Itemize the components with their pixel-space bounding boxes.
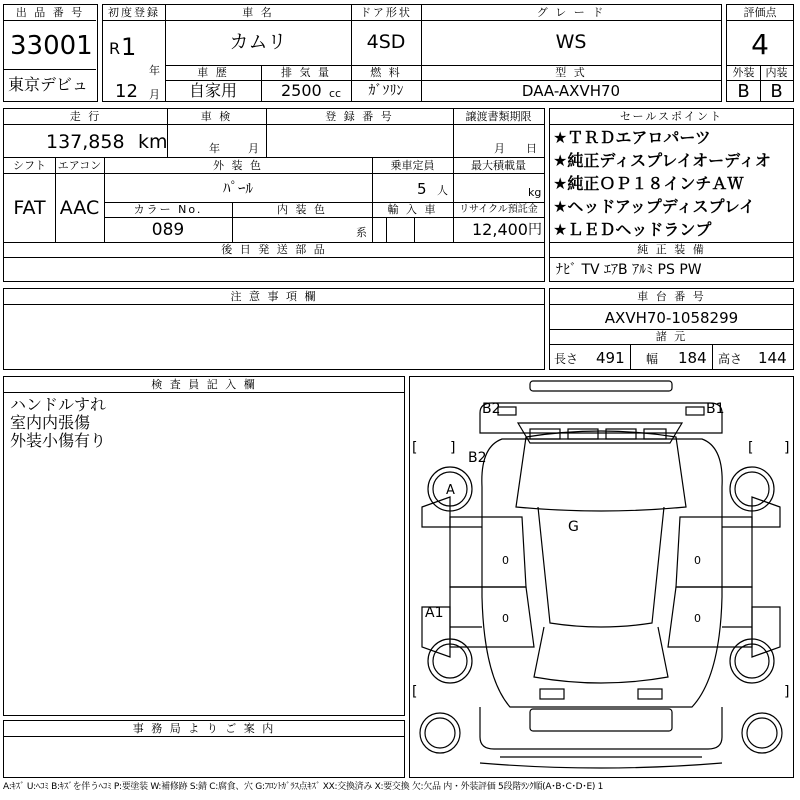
sales-points-label: セールスポイント [550,109,793,125]
damage-diagram-box [409,376,794,778]
equipment: ﾅﾋﾞ TV ｴｱB ｱﾙﾐ PS PW [556,262,702,278]
recycle-label: リサイクル預託金 [459,204,538,215]
chassis-box [549,288,794,370]
damage-mark-glass: G [568,519,579,535]
dims-label: 諸 元 [550,329,793,345]
reg-month-unit: 月 [149,88,160,101]
grade: WS [555,31,587,53]
inspector-line-1: ハンドルすれ [10,395,107,414]
transfer-month-unit: 月 [494,142,505,155]
interior-color-unit: 系 [356,226,367,239]
damage-mark-rear-left: B2 [482,401,501,417]
exterior-grade: B [737,81,750,102]
model-label: 型 式 [555,66,587,79]
height-label: 高さ [718,352,743,366]
later-parts-label: 後 日 発 送 部 品 [221,243,327,256]
equipment-label: 純 正 装 備 [550,242,793,258]
damage-mark-wheel: A [446,483,455,498]
max-load-label: 最大積載量 [471,159,526,172]
chassis-label: 車 台 番 号 [550,289,793,305]
inspection-year-unit: 年 [209,142,220,155]
inspector-line-3: 外装小傷有り [10,431,107,450]
lot-number: 33001 [10,31,93,61]
era: R [109,39,121,58]
damage-mark-rear-right: B1 [706,401,725,417]
ac-label: エアコン [57,159,102,172]
car-diagram [410,377,793,777]
score: 4 [751,28,769,61]
length-label: 長さ [554,352,579,366]
bracket-left-3: [ [412,684,418,700]
displacement-label: 排 気 量 [281,66,331,79]
recycle-unit: 円 [528,222,542,238]
main-info-box [102,4,722,102]
sales-point-2: ★純正ディスプレイオーディオ [553,151,771,170]
bracket-right-1: ] [450,440,456,456]
inspector-label: 検 査 員 記 入 欄 [4,377,404,393]
color-label: 外 装 色 [213,159,263,172]
height: 144 [758,349,787,367]
history-label: 車 歴 [197,66,229,79]
transfer-deadline-label: 譲渡書類期限 [465,110,532,123]
sales-point-3: ★純正ＯＰ１８インチＡＷ [553,174,744,193]
grade-label: グ レ ー ド [536,6,606,19]
bracket-right-3: ] [784,684,790,700]
shift-label: シフト [13,159,46,172]
fuel-label: 燃 料 [370,66,402,79]
exterior-grade-label: 外装 [732,66,755,79]
mileage-unit: km [138,131,168,153]
inspection-month-unit: 月 [248,142,259,155]
sales-points-box [549,108,794,282]
reg-month: 12 [115,81,138,102]
mileage: 137,858 [46,131,125,153]
door-label: ドア形状 [360,6,412,19]
reg-year-unit: 年 [149,64,160,77]
sales-point-5: ★ＬＥＤヘッドランプ [553,220,712,239]
transfer-day-unit: 日 [526,142,537,155]
fuel: ｶﾞｿﾘﾝ [368,83,404,99]
width-label: 幅 [646,352,659,366]
import-label: 輸 入 車 [387,203,438,216]
reg-number-label: 登 録 番 号 [325,110,394,123]
reg-year: 1 [121,33,137,61]
office-box [3,720,405,778]
damage-mark-front-left: A1 [425,605,444,621]
bracket-left-2: [ [748,440,754,456]
inspector-box [3,376,405,716]
chassis-number: AXVH70-1058299 [604,309,739,327]
width: 184 [678,349,707,367]
mark-zero-3: 0 [502,612,509,625]
capacity-unit: 人 [437,184,448,197]
inspector-line-2: 室内内張傷 [10,413,91,432]
interior-color-label: 内 装 色 [277,203,327,216]
sales-point-4: ★ヘッドアップディスプレイ [553,197,756,216]
color: ﾊﾟｰﾙ [222,179,253,197]
office-label: 事 務 局 よ り ご 案 内 [4,721,404,737]
displacement-unit: cc [329,87,342,100]
mark-zero-4: 0 [694,612,701,625]
door-type: 4SD [366,31,406,53]
color-no-label: カラー No. [133,203,203,216]
car-name-label: 車 名 [242,6,274,19]
notes-label: 注 意 事 項 欄 [4,289,544,305]
displacement: 2500 [281,81,322,100]
first-reg-label: 初度登録 [108,6,160,19]
car-name: カムリ [229,31,287,53]
interior-grade: B [770,81,783,102]
bracket-left-1: [ [412,440,418,456]
lot-number-label: 出 品 番 号 [4,5,96,21]
damage-mark-rear-quarter: B2 [468,450,487,466]
length: 491 [596,349,625,367]
bracket-right-2: ] [784,440,790,456]
score-label: 評価点 [727,5,793,21]
vehicle-details-box [3,108,545,282]
legend: A:ｷｽﾞ U:ﾍｺﾐ B:ｷｽﾞを伴うﾍｺﾐ P:要塗装 W:補修跡 S:錆 C:腐食、穴 G:ﾌﾛﾝﾄｶﾞﾗｽ点ｷｽﾞ XX:交換済み X:要交換 欠:欠品 内・外装評価 5段階ﾗﾝｸ順(A･B･C･D･E) 1 [3,782,604,792]
mark-zero-1: 0 [502,554,509,567]
capacity-label: 乗車定員 [390,159,435,172]
ac: AAC [59,197,100,219]
color-no: 089 [151,220,185,240]
interior-grade-label: 内装 [765,66,788,79]
mark-zero-2: 0 [694,554,701,567]
mileage-label: 走 行 [69,110,102,123]
lot-number-box [3,4,98,102]
history: 自家用 [188,81,237,100]
notes-box [3,288,545,370]
score-box [726,4,794,102]
inspection-label: 車 検 [200,110,233,123]
auction-name: 東京デビュ [8,75,89,94]
recycle-fee: 12,400 [472,220,528,239]
shift: FAT [13,197,46,219]
capacity: 5 [417,180,427,198]
max-load-unit: kg [528,186,542,199]
model: DAA-AXVH70 [521,82,621,100]
sales-point-1: ★ＴＲＤエアロパーツ [553,128,711,147]
